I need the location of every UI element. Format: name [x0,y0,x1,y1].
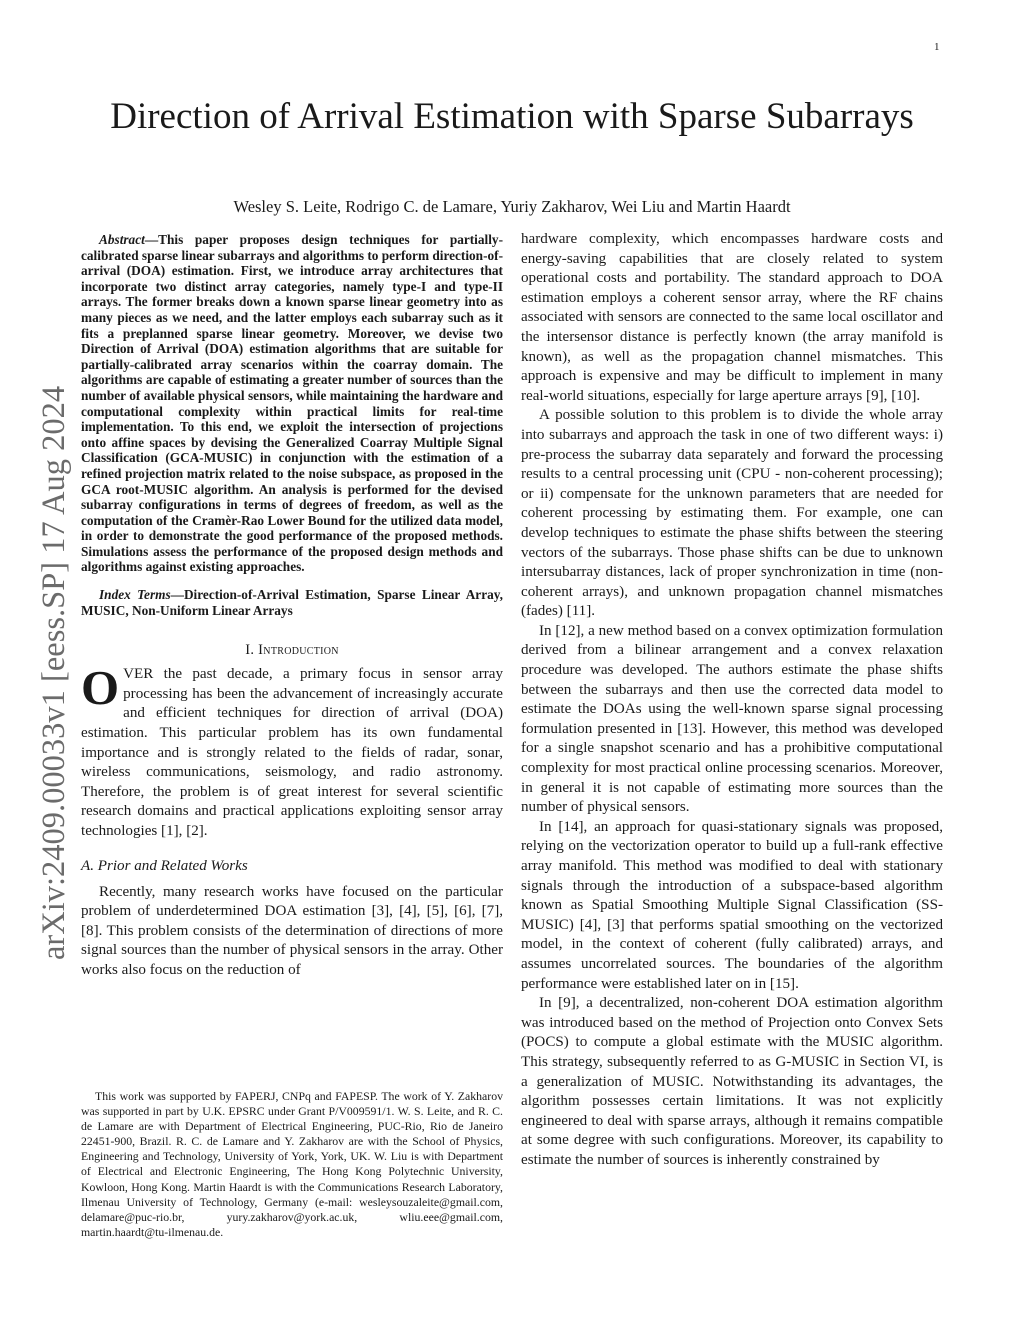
footnote: This work was supported by FAPERJ, CNPq and FAPESP. The work of Y. Zakharov was supported in part by U.K. EPSRC under Grant P/V009591/1. W. S. Leite, and R. C. de Lamare are with Department of Electrical Engineering, PUC-Rio, Rio de Janeiro 22451-900, Brazil. R. C. de Lamare and Y. Zakharov are with the School of Physics, Engineering and Technology, University of York, York, UK. W. Liu is with Department of Electrical and Electronic Engineering, The Hong Kong Polytechnic University, Kowloon, Hong Kong. Martin Haardt is with the Communications Research Laboratory, Ilmenau University of Technology, Germany (e-mail: wesleysouzaleite@gmail.com, delamare@puc-rio.br, yury.zakharov@york.ac.uk, wliu.eee@gmail.com, martin.haardt@tu-ilmenau.de. [81,1089,503,1239]
right-paragraph-4: In [14], an approach for quasi-stationary signals was proposed, relying on the vectorization operator to build up a full-rank effective array manifold. This method was modified to deal with stationary signals through the introduction of a subspace-based algorithm known as Spatial Smoothing Multiple Signal Classification (SS-MUSIC) [4], [3] that performs spatial smoothing on the vectorized model, in the context of coherent (fully calibrated) arrays, and assumes uncorrelated sources. The boundaries of the algorithm performance were established later on in [15]. [521,818,943,992]
right-column [521,230,943,1171]
prior-works-paragraph: Recently, many research works have focused on the particular problem of underdetermined DOA estimation [3], [4], [5], [6], [7], [8]. This problem consists of the determination of directions of more signal sources than the number of physical sensors in the array. Other works also focus on the reduction of [81,883,503,978]
abstract [81,232,503,575]
right-paragraph-1: hardware complexity, which encompasses hardware costs and energy-saving capabilities that are closely related to system operational costs and portability. The standard approach to DOA estimation employs a coherent sensor array, where the RF chains associated with sensors are connected to the same local oscillator and the intersensor distance is perfectly known (the array manifold is known), as well as the propagation channel mismatches. This approach is expensive and may be difficult to implement in many real-world situations, especially for large aperture arrays [9], [10]. [521,231,943,404]
right-paragraph-5: In [9], a decentralized, non-coherent DOA estimation algorithm was introduced based on the method of Projection onto Convex Sets (POCS) to compute a global estimate with the MUSIC algorithm. This strategy, subsequently referred to as G-MUSIC in Section VI, is a generalization of MUSIC. Notwithstanding its advantages, the algorithm possesses certain limitations. It was not explicitly engineered to deal with sparse arrays, although it remains compatible at some degree with such configurations. Moreover, its capability to estimate the number of sources is inherently constrained by [521,995,943,1168]
left-column [81,232,503,981]
arxiv-identifier: arXiv:2409.00033v1 [eess.SP] 17 Aug 2024 [36,385,72,960]
index-terms-label: Index Terms [99,587,171,603]
right-paragraph-2: A possible solution to this problem is to divide the whole array into subarrays and approach the task in one of two different ways: i) pre-process the subarray data separately and forward the processing results to a central processing unit (CPU - non-coherent processing); or ii) compensate for the unknown parameters that are needed for coherent processing by estimating them. For example, one can develop techniques to estimate the phase shifts between the steering vectors of the subarrays. Those phase shifts can be due to unknown intersubarray distances, lack of proper synchronization in time (non-coherent arrays), and unknown propagation channel mismatches (fades) [11]. [521,407,943,620]
drop-cap: O [81,660,120,716]
section-heading-introduction: I. Introduction [245,642,339,659]
page-number: 1 [934,41,940,53]
intro-paragraph [81,660,503,841]
index-terms-text: —Direction-of-Arrival Estimation, Sparse Linear Array, MUSIC, Non-Uniform Linear Arrays [81,587,503,618]
right-paragraph-3: In [12], a new method based on a convex optimization formulation derived from a bilinear arrangement and a convex relaxation procedure was developed. The authors estimate the phase shifts between the subarrays and then use the corrected data model to estimate the DOAs using the well-known sparse signal processing formulation presented in [13]. However, this method was developed for a single snapshot scenario and has a prohibitive computational complexity for most practical online processing scenarios. Moreover, in general it is not capable of estimating more sources than the number of physical sensors. [521,622,943,816]
subsection-heading-prior-works: A. Prior and Related Works [81,857,248,874]
abstract-label: Abstract [99,232,145,247]
index-terms [81,587,503,618]
abstract-text: —This paper proposes design techniques for partially-calibrated sparse linear subarrays and algorithms to perform direction-of-arrival (DOA) estimation. First, we introduce array architectures that incorporate two distinct array categories, namely type-I and type-II arrays. The former breaks down a known sparse linear geometry into as many pieces as we need, and the latter employs each subarray such as it fits a preplanned sparse linear geometry. Moreover, we devise two Direction of Arrival (DOA) estimation algorithms that are suitable for partially-calibrated array scenarios within the coarray domain. The algorithms are capable of estimating a greater number of sources than the number of available physical sensors, while maintaining the hardware and computational complexity within practical limits for real-time implementation. To this end, we exploit the intersection of projections onto affine spaces by devising the Generalized Coarray Multiple Signal Classification (GCA-MUSIC) in conjunction with the estimation of a refined projection matrix related to the noise subspace, as proposed in the GCA root-MUSIC algorithm. An analysis is performed for the devised subarray configurations in terms of degrees of freedom, as well as the computation of the Cramèr-Rao Lower Bound for the utilized data model, in order to demonstrate the good performance of the proposed methods. Simulations assess the performance of the proposed design methods and algorithms against existing approaches. [81,232,504,575]
intro-paragraph-text: VER the past decade, a primary focus in sensor array processing has been the advancement of increasingly accurate and efficient techniques for direction of arrival (DOA) estimation. This particular problem has its own fundamental importance and is strongly related to the fields of radar, sonar, wireless communications, seismology, and radio astronomy. Therefore, the problem is of great interest for several scientific research domains and practical applications exploiting sensor array technologies [1], [2]. [81,666,503,839]
author-list: Wesley S. Leite, Rodrigo C. de Lamare, Yuriy Zakharov, Wei Liu and Martin Haardt [233,197,791,216]
paper-title: Direction of Arrival Estimation with Sparse Subarrays [110,96,914,137]
